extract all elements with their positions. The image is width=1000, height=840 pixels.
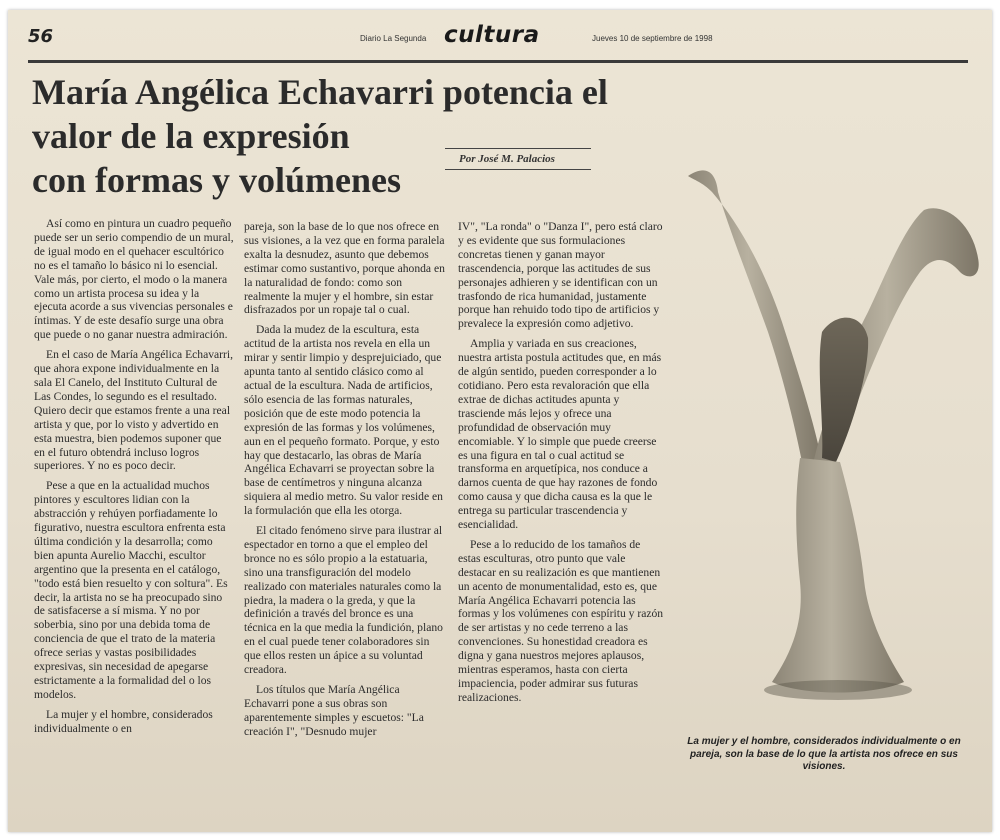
paper-name: Diario La Segunda	[360, 34, 427, 43]
newspaper-page	[8, 10, 992, 832]
article-column-3	[458, 220, 664, 711]
paragraph: La mujer y el hombre, considerados individualmente o en	[34, 707, 213, 735]
paragraph: Pese a lo reducido de los tamaños de estas esculturas, otro punto que vale destacar en su realización es que mantienen un acento de monumentalidad, esto es, que María Angélica Echavarri potencia las formas y los volúmenes con espíritu y razón de ser artistas y no cede terreno a las convenciones. Su honestidad creadora es digna y gana nuestros mejores aplausos, mientras esperamos, hasta con cierta impaciencia, poder admirar sus futuras realizaciones.	[458, 537, 664, 704]
byline-block	[445, 148, 591, 170]
sculpture-base-shadow	[764, 680, 912, 700]
paragraph: pareja, son la base de lo que nos ofrece en sus visiones, a la vez que en forma paralela exalta la desnudez, asunto que debemos estimar como sustantivo, porque ahonda en la naturalidad de fondo: como son realmente la mujer y el hombre, sin estar disfrazados por un ropaje tal o cual.	[244, 220, 445, 317]
photo-caption: La mujer y el hombre, considerados individualmente o en pareja, son la base de lo que la artista nos ofrece en sus visiones.	[687, 736, 961, 772]
paragraph: Así como en pintura un cuadro pequeño puede ser un serio compendio de un mural, de igual modo en el quehacer escultórico no es el tamaño lo básico ni lo esencial. Vale más, por cierto, el modo o la manera como un artista procesa su idea y la ejecuta acorde a sus vivencias personales e íntimas. Y de este desafío surge una obra que puede o no ganar nuestra admiración.	[34, 217, 234, 342]
paragraph: Amplia y variada en sus creaciones, nuestra artista postula actitudes que, en más de algún sentido, pueden corresponder a lo cotidiano. Pero esta revaloración que ella extrae de dichas actitudes apunta y trasciende más lejos y ofrece una profundidad de observación muy encomiable. Y lo simple que puede creerse es una figura en tal o cual actitud se transforma en arquetípica, nos conduce a darnos cuenta de que hay razones de fondo como causa y que dicha causa es la que le entrega su particular trascendencia y esencialidad.	[458, 337, 662, 532]
headline-line: María Angélica Echavarri potencia el	[32, 72, 608, 112]
sculpture-photo	[672, 162, 992, 712]
sculpture-trunk	[772, 458, 904, 693]
byline-rule	[445, 169, 591, 170]
paragraph: IV", "La ronda" o "Danza I", pero está claro y es evidente que sus formulaciones concretas tienen y ganan mayor trascendencia, porque las actitudes de sus personajes adhieren y se identifican con un trasfondo de rica humanidad, justamente porque han rehuido todo tipo de artificios y prevalece la expresión como adjetivo.	[458, 220, 663, 331]
byline: Por José M. Palacios	[459, 153, 555, 165]
section-name: cultura	[444, 22, 540, 48]
article-column-2	[244, 220, 446, 745]
paragraph: Pese a que en la actualidad muchos pintores y escultores lidian con la abstracción y rehúyen porfiadamente lo figurativo, nuestra escultora enfrenta esta última condición y la desarrolla; como bien apunta Aurelio Macchi, escultor argentino que la presenta en el catálogo, "todo está bien resuelto y con soltura". Es decir, la artista no se ha preocupado sino de satisfacerse a sí misma. Y no por soberbia, sino por una debida toma de conciencia de que el trato de la materia ofrece serias y vastas posibilidades expresivas, sin necesidad de apegarse estrictamente a la formalidad del o los modelos.	[34, 479, 228, 701]
paragraph: El citado fenómeno sirve para ilustrar al espectador en torno a que el empleo del bronce no es sólo propio a la estatuaria, sino una transfiguración del modelo realizado con materiales naturales como la piedra, la madera o la greda, y que la definición a través del bronce es una técnica en la que media la fundición, plano en el cual puede tener colaboradores sin que ellos resten un ápice a su voluntad creadora.	[244, 524, 443, 677]
sculpture-cavity	[820, 318, 868, 462]
article-column-1	[34, 217, 234, 742]
page-number: 56	[28, 26, 54, 47]
paragraph: Dada la mudez de la escultura, esta actitud de la artista nos revela en ella un mirar y sentir limpio y desprejuiciado, que apunta tanto al sentido clásico como al actual de la escultura. Nada de artificios, sólo esencia de las formas naturales, posición que de este modo potencia la expresión de las formas y los volúmenes, aun en el pequeño formato. Porque, y esto hay que destacarlo, las obras de María Angélica Echavarri se proyectan sobre la base de centímetros y ninguna alcanza siquiera al medio metro. Su valor reside en la formulación que ella les otorga.	[244, 323, 443, 518]
paragraph: En el caso de María Angélica Echavarri, que ahora expone individualmente en la sala El Canelo, del Instituto Cultural de Las Condes, lo segundo es el resultado. Quiero decir que estamos frente a una real artista y que, por lo visto y advertido en esta muestra, bien podemos suponer que en el futuro obtendrá incluso logros superiores. Y no es poco decir.	[34, 348, 234, 473]
header-rule	[28, 60, 968, 63]
paragraph: Los títulos que María Angélica Echavarri pone a sus obras son aparentemente simples y escuetos: "La creación I", "Desnudo mujer	[244, 683, 424, 738]
headline-line: valor de la expresión	[32, 116, 350, 156]
masthead	[8, 24, 992, 54]
issue-date: Jueves 10 de septiembre de 1998	[592, 34, 713, 43]
sculpture-figure-left	[688, 170, 822, 462]
headline-line: con formas y volúmenes	[32, 160, 401, 200]
headline	[32, 70, 632, 202]
